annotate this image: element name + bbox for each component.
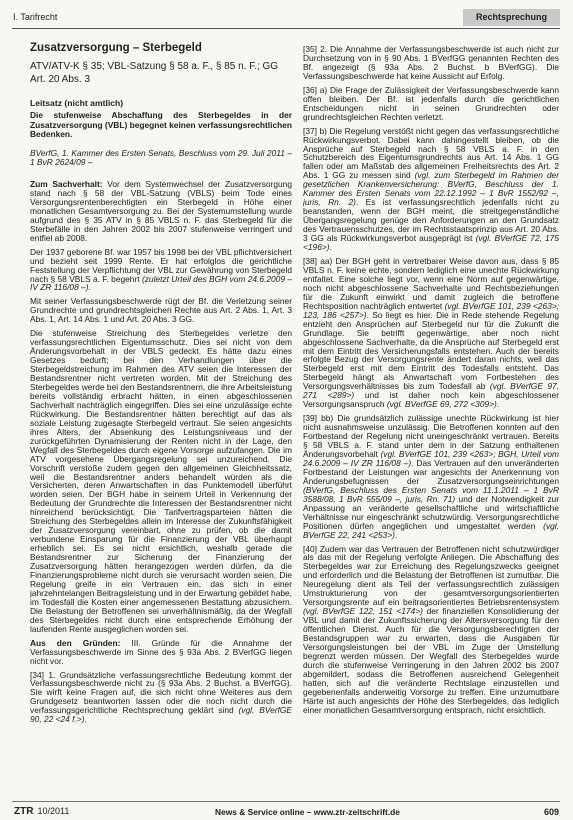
- citation-reference: (vgl. zum Sterbegeld im Rahmen der gesetzlichen Krankenversicherung: BVerfG, Beschluss der 1. Kammer des Ersten Senats vom 22.12.1992 – 1 BvR 1552/92 –, juris, Rn. 2): [303, 170, 559, 208]
- paragraph-text: [40] Zudem war das Vertrauen der Betroffenen nicht schutzwürdiger als das mit der Regelung verfolgte Anliegen. Die Abschaffung des Sterbegeldes war zur Erreichung des Regelungszwecks geeignet und erforderlich und die Belastung der Betroffenen ist zumutbar. Die Neuregelung dient als Teil der verfassungsrechtlich zulässigen Umstrukturierung von der gesamtversorgungsorientierten Versorgungsrente auf ein beitragsorientiertes Betriebsrentensystem: [303, 543, 559, 608]
- leitsatz-heading: Leitsatz (nicht amtlich): [30, 98, 124, 108]
- paragraph: [30, 248, 292, 293]
- paragraph: [303, 86, 559, 122]
- paragraph: [303, 257, 559, 409]
- journal-name: ZTR: [14, 806, 34, 817]
- citation-reference: (vgl. BVerfGE 72, 175 <196>): [303, 233, 559, 253]
- paragraph-text: III. Gründe für die Annahme der Verfassungsbeschwerde im Sinne des § 93a Abs. 2 BVerfGG liegen nicht vor.: [30, 637, 292, 666]
- paragraph-text: [35] 2. Die Annahme der Verfassungsbeschwerde ist auch nicht zur Durchsetzung von in § 90 Abs. 1 BVerfGG genannten Rechten des Bf. angezeigt (§ 93a Abs. 2 Buchst. b BVerfGG). Die Verfassungsbeschwerde hat keine Aussicht auf Erfolg.: [303, 45, 559, 81]
- paragraph-text: Vor dem Systemwechsel der Zusatzversorgung stand nach § 58 der VBL-Satzung (VBLS) beim Tode eines Versorgungsrentenberechtigten ein Sterbegeld in Höhe einer monatlichen Gesamtversorgung zu. Bei der Systemumstellung wurde aufgrund des § 35 ATV in § 85 VBLS n. F. das Sterbegeld für die Sterbefälle in den Jahren 2002 bis 2007 stufenweise verringert und entfiel ab 2008.: [30, 178, 292, 243]
- paragraph-text: Die stufenweise Streichung des Sterbegeldes verletze den verfassungsrechtlichen Eigentumsschutz. Dies sei nicht von dem Änderungsvorbehalt in der VBLS gedeckt. Es hätte dazu eines Gesetzes bedurft; bei den Verhandlungen über die Sterbegeldstreichung im Rahmen des ATV seien die Interessen der Bestandsrentner nicht vertreten worden. Mit der Streichung des Sterbegeldes werde bei den Bestandsrentnern, die ihre Arbeitsleistung bereits vollständig erbracht hätten, in einen abgeschlossenen Sachverhalt nachträglich eingegriffen. Dies sei eine unzulässige echte Rückwirkung. Die Bestandsrentner hätten berechtigt auf das als soziale Leistung zugesagte Sterbegeld vertraut. Sie seien angesichts ihres Alters, der Absenkung des Leistungsniveaus und der zurückgeführten Dynamisierung der Renten nicht in der Lage, den Wegfall des Sterbegeldes durch eigene Vorsorge aufzufangen. Die im ATV vorgesehene Übergangsregelung sei unzureichend. Die Vorschrift verstoße zudem gegen den allgemeinen Gleichheitssatz, weil die Bestandsrentner anders behandelt würden als die Versicherten, deren Anwartschaften in das Punktemodell überführt worden seien. Der BGH habe in seinem Urteil in Verkennung der Bedeutung der Grundrechte die Interessen der Bestandsrentner nicht hinreichend berücksichtigt. Die Tarifvertragsparteien hätten die Streichung des Sterbegeldes allein im Interesse der Zukunftsfähigkeit der Zusatzversorgung vereinbart, ohne zu prüfen, ob die damit verbundene Einsparung für die Finanzierung der VBL überhaupt erheblich sei. Es sei nicht ersichtlich, weshalb gerade die Bestandsrentner zur Sicherung der Finanzierung der Zusatzversorgung hätten herangezogen werden dürfen, da die Finanzierungsprobleme nicht durch sie verursacht worden seien. Die Regelung greife in ein Vertrauen ein, das sich in einer jahrzehntelangen Beitragsleistung und in der Erwartung gebildet habe, im Todesfall die Kosten einer angemessenen Bestattung abzusichern. Die Belastung der Betroffenen sei unverhältnismäßig, da der Wegfall des Sterbegeldes nicht durch eine entsprechende Erhöhung der laufenden Rente ausgeglichen worden sei.: [30, 328, 292, 634]
- paragraph-text: [36] a) Die Frage der Zulässigkeit der Verfassungsbeschwerde kann offen bleiben. Der Bf. ist jedenfalls durch die gerichtlichen Entscheidungen nicht in seinen Grundrechten oder grundrechtsgleichen Rechten verletzt.: [303, 84, 559, 122]
- footer-journal-issue: [14, 806, 69, 817]
- paragraph: [303, 45, 559, 81]
- citation-reference: (vgl. BVerfGE 101, 239 <263>; 123, 186 <257>): [303, 300, 559, 320]
- article-norms: ATV/ATV-K § 35; VBL-Satzung § 58 a. F., § 85 n. F.; GG Art. 20 Abs. 3: [30, 61, 279, 85]
- paragraph-text: [34] 1. Grundsätzliche verfassungsrechtliche Bedeutung kommt der Verfassungsbeschwerde nicht zu (§ 93a Abs. 2 Buchst. a BVerfGG). Sie wirft keine Fragen auf, die sich nicht ohne Weiteres aus dem Grundgesetz beantworten lassen oder die noch nicht durch die verfassungsgerichtliche Rechtsprechung geklärt sind: [30, 669, 292, 716]
- citation-reference: (vgl. BVerfGE 22, 241 <253>): [303, 520, 559, 540]
- left-column-body: [30, 180, 292, 724]
- header-rule: [12, 28, 560, 29]
- footer-service-line: News & Service online – www.ztr-zeitschrift.de: [215, 807, 400, 817]
- paragraph-lead: Zum Sachverhalt:: [30, 178, 108, 189]
- decision-citation: BVerfG, 1. Kammer des Ersten Senats, Beschluss vom 29. Juli 2011 – 1 BvR 2624/09 –: [30, 147, 292, 168]
- citation-reference: (vgl. BVerfGE 69, 272 <309>): [386, 399, 497, 410]
- paragraph: [30, 639, 292, 666]
- citation-reference: (BVerfG, Beschluss des Ersten Senats vom 11.1.2011 – 1 BvR 3588/08, 1 BvR 555/09 –, juris, Rn. 71): [303, 484, 559, 504]
- paragraph-text: [38] aa) Der BGH geht in vertretbarer Weise davon aus, dass § 85 VBLS n. F. keine echte, sondern lediglich eine unechte Rückwirkung entfaltet. Eine solche liegt vor, wenn eine Norm auf gegenwärtige, noch nicht abgeschlossene Sachverhalte und Rechtsbeziehungen für die Zukunft einwirkt und damit zugleich die betroffene Rechtsposition nachträglich entwertet: [303, 255, 559, 311]
- paragraph-text: .: [394, 529, 398, 540]
- paragraph-text: Der 1937 geborene Bf. war 1957 bis 1998 bei der VBL pflichtversichert und bezieht seit 1999 Rente. Er hat erfolglos die gerichtliche Feststellung der Verpflichtung der VBL zur Gewährung von Sterbegeld nach § 58 VBLS a. F. begehrt: [30, 246, 292, 284]
- paragraph-text: . Das Vertrauen auf den unveränderten Fortbestand der Leistungen war angesichts der Anerkennung von Änderungsbefugnissen der Zusatzversorgungseinrichtungen: [303, 457, 559, 486]
- citation-reference: (vgl. BVerfGE 122, 151 <174>): [303, 606, 423, 617]
- journal-issue: 10/2011: [37, 806, 70, 816]
- paragraph-text: . So liegt es hier. Die in Rede stehende Regelung entzieht den Ansprüchen auf Sterbegeld nur für die Zukunft die Grundlage. Sie betrifft gegenwärtige, aber noch nicht abgeschlossene Sachverhalte, da die Ansprüche auf Sterbegeld erst mit dem Eintritt des Versicherungsfalls entstehen. Auch der bereits erfolgte Bezug der Versorgungsrente ändert daran nichts, weil das Sterbegeld erst mit dem Eintritt des Todesfalls entsteht. Das Sterbegeld hängt als Anwartschaft vom Fortbestehen des Versorgungsverhältnisses bis zum Todesfall ab: [303, 309, 559, 392]
- citation-reference: (vgl. BVerfGE 101, 239 <263>; BGH, Urteil vom 24.6.2009 – IV ZR 116/08 –): [303, 448, 559, 468]
- paragraph: [30, 180, 292, 243]
- paragraph-text: .: [84, 714, 87, 725]
- paragraph-text: .: [329, 242, 332, 253]
- paragraph: [30, 329, 292, 633]
- right-column: [303, 45, 559, 796]
- paragraph-text: [39] bb) Die grundsätzlich zulässige unechte Rückwirkung ist hier nicht ausnahmsweise unzulässig. Die Betroffenen konnten auf den Fortbestand der Regelung nicht uneingeschränkt vertrauen. Bereits § 58 VBLS a. F. stand unter dem in der Satzung enthaltenen Änderungsvorbehalt: [303, 413, 559, 459]
- citation-reference: (vgl. BVerfGE 90, 22 <24 f.>): [30, 705, 292, 725]
- paragraph-text: .: [496, 399, 500, 410]
- paragraph-text: . Es ist verfassungsrechtlich jedenfalls nicht zu beanstanden, wenn der BGH meint, die streitgegenständliche Übergangsregelung genüge den Anforderungen an den Grundsatz des Vertrauensschutzes, der im Rechtsstaatsprinzip aus Art. 20 Abs. 3 GG als Rückwirkungsverbot ausgeprägt ist: [303, 197, 559, 244]
- citation-reference: (zuletzt Urteil des BGH vom 24.6.2009 – IV ZR 116/08 –).: [30, 273, 292, 293]
- paragraph-text: [37] b) Die Regelung verstößt nicht gegen das verfassungsrechtliche Rückwirkungsverbot. Dabei kann dahingestellt bleiben, ob die Ansprüche auf Sterbegeld nach § 58 VBLS a. F. in den Schutzbereich des Eigentumsgrundrechts aus Art. 14 Abs. 1 GG fallen oder am Maßstab des allgemeinen Freiheitsrechts des Art. 2 Abs. 1 GG zu messen sind: [303, 125, 559, 181]
- section-label: I. Tarifrecht: [13, 12, 58, 22]
- left-column: [30, 42, 292, 796]
- page-number: 609: [543, 807, 559, 817]
- paragraph-text: Mit seiner Verfassungsbeschwerde rügt der Bf. die Verletzung seiner Grundrechte und grundrechtsgleichen Rechte aus Art. 2 Abs. 1, Art. 3 Abs. 1, Art. 14 Abs. 1 und Art. 20 Abs. 3 GG.: [30, 296, 292, 325]
- paragraph: [303, 127, 559, 252]
- paragraph-text: und der Notwendigkeit zur Anpassung an veränderte gesellschaftliche und wirtschaftliche Verhältnisse nur eingeschränkt schutzwürdig. Versorgungsrechtliche Positionen dürfen angeglichen und umgestaltet werden: [303, 493, 559, 531]
- paragraph: [30, 671, 292, 725]
- paragraph: [30, 297, 292, 324]
- article-title: Zusatzversorgung – Sterbegeld: [30, 42, 202, 54]
- paragraph-text: und ist daher noch kein abgeschlossener Versorgungsanspruch: [303, 390, 559, 410]
- paragraph: [303, 545, 559, 715]
- citation-reference: (vgl. BVerfGE 97, 271 <289>): [303, 381, 559, 401]
- paragraph: [303, 414, 559, 539]
- leitsatz-text: Die stufenweise Abschaffung des Sterbegeldes in der Zusatzversorgung (VBL) begegnet keinen verfassungsrechtlichen Bedenken.: [30, 110, 292, 140]
- paragraph-text: der finanziellen Konsolidierung der VBL und damit der Zukunftssicherung der Altersversorgung für den öffentlichen Dienst. Auch für die Versorgungsberechtigten der Bestandsgruppen war zu erwarten, dass die Ausgaben für Versorgungsleistungen bei der VBL im Zuge der Umstellung begrenzt werden müssen. Der Wegfall des Sterbegeldes wurde durch die stufenweise Verringerung in den Jahren 2002 bis 2007 abgemildert, sodass die Betroffenen ausreichend Gelegenheit hatten, sich auf die veränderte Rechtslage einzustellen und gegebenenfalls anderweitig Vorsorge zu treffen. Eine unzumutbare Härte ist auch angesichts der Höhe des Sterbegeldes, das lediglich einer monatlichen Gesamtversorgung entsprach, nicht ersichtlich.: [303, 606, 559, 715]
- category-badge: Rechtsprechung: [463, 9, 560, 26]
- footer-rule: [12, 801, 560, 802]
- paragraph-lead: Aus den Gründen:: [30, 637, 132, 648]
